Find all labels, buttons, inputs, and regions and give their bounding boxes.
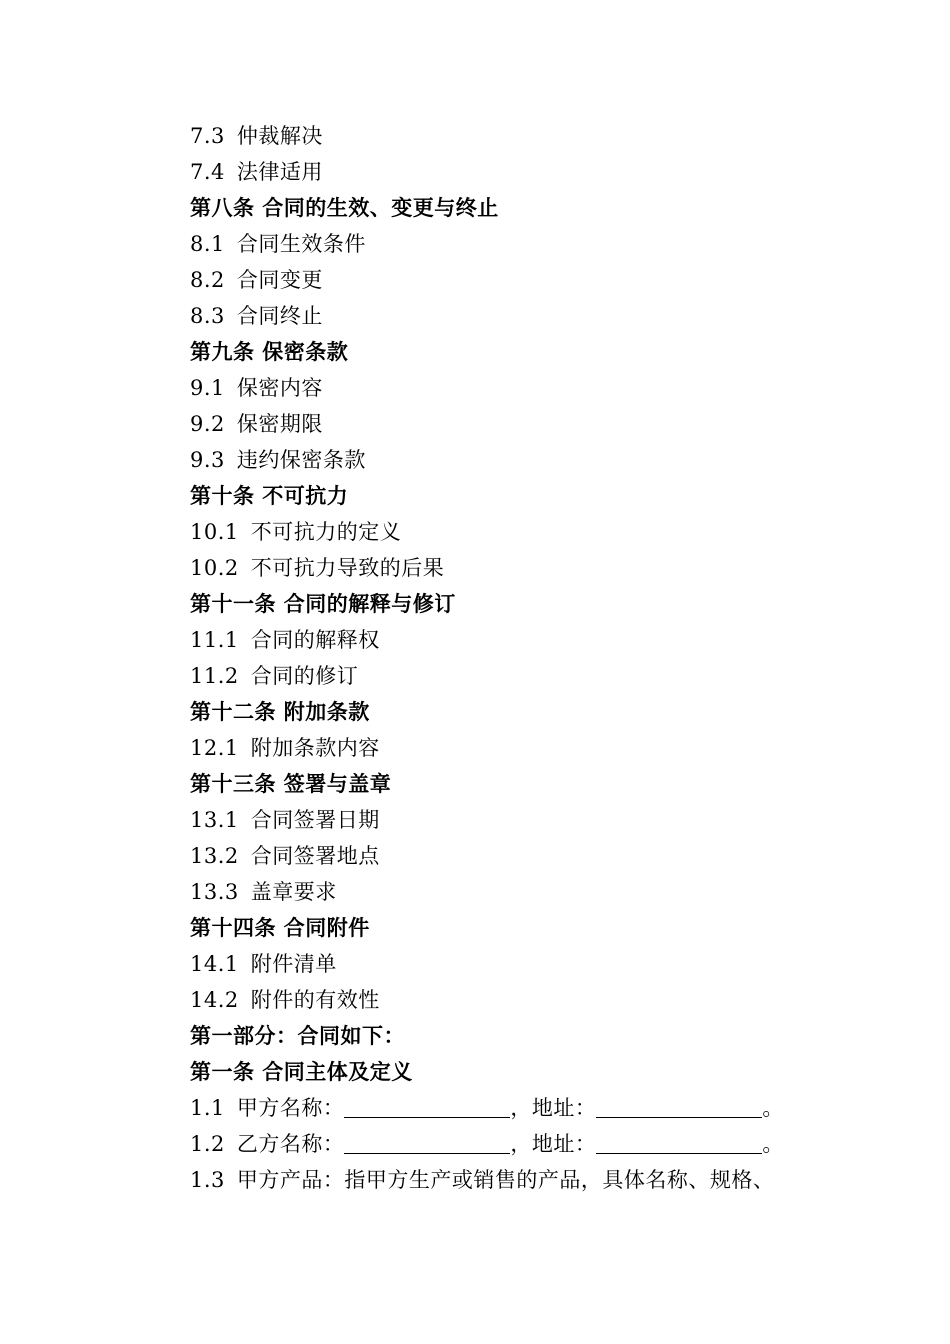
heading-text: 第十四条 合同附件 bbox=[190, 916, 370, 940]
clause-number: 7.3 bbox=[190, 124, 225, 148]
clause-number: 14.1 bbox=[190, 952, 239, 976]
clause-line bbox=[190, 658, 890, 694]
clause-line bbox=[190, 1126, 890, 1162]
clause-text: 合同签署地点 bbox=[250, 844, 380, 868]
heading-text: 第九条 保密条款 bbox=[190, 340, 349, 364]
section-heading bbox=[190, 1018, 890, 1054]
clause-text: 合同签署日期 bbox=[250, 808, 380, 832]
clause-line bbox=[190, 406, 890, 442]
heading-text: 第八条 合同的生效、变更与终止 bbox=[190, 196, 499, 220]
clause-number: 13.3 bbox=[190, 880, 239, 904]
section-heading bbox=[190, 694, 890, 730]
clause-text: 合同生效条件 bbox=[236, 232, 366, 256]
clause-number: 10.2 bbox=[190, 556, 239, 580]
name-blank[interactable] bbox=[344, 1095, 510, 1118]
section-heading bbox=[190, 766, 890, 802]
clause-number: 13.1 bbox=[190, 808, 239, 832]
clause-line bbox=[190, 838, 890, 874]
clause-number: 9.1 bbox=[190, 376, 225, 400]
heading-text: 第十二条 附加条款 bbox=[190, 700, 370, 724]
field-label: 甲方名称： bbox=[236, 1096, 345, 1120]
clause-line bbox=[190, 802, 890, 838]
section-heading bbox=[190, 190, 890, 226]
clause-text: 合同的解释权 bbox=[250, 628, 380, 652]
address-label: ，地址： bbox=[510, 1096, 597, 1120]
clause-text: 法律适用 bbox=[236, 160, 323, 184]
clause-number: 1.1 bbox=[190, 1096, 225, 1120]
clause-text: 附件的有效性 bbox=[250, 988, 380, 1012]
clause-number: 13.2 bbox=[190, 844, 239, 868]
clause-text: 违约保密条款 bbox=[236, 448, 366, 472]
address-blank[interactable] bbox=[596, 1095, 762, 1118]
clause-number: 11.1 bbox=[190, 628, 239, 652]
section-heading bbox=[190, 1054, 890, 1090]
clause-number: 14.2 bbox=[190, 988, 239, 1012]
clause-number: 8.3 bbox=[190, 304, 225, 328]
clause-number: 9.3 bbox=[190, 448, 225, 472]
section-heading bbox=[190, 334, 890, 370]
clause-line bbox=[190, 298, 890, 334]
clause-line bbox=[190, 1090, 890, 1126]
clause-text: 合同终止 bbox=[236, 304, 323, 328]
clause-line bbox=[190, 946, 890, 982]
clause-number: 10.1 bbox=[190, 520, 239, 544]
clause-number: 8.2 bbox=[190, 268, 225, 292]
clause-line bbox=[190, 442, 890, 478]
clause-line bbox=[190, 118, 890, 154]
clause-line bbox=[190, 982, 890, 1018]
heading-text: 第十一条 合同的解释与修订 bbox=[190, 592, 456, 616]
clause-line bbox=[190, 370, 890, 406]
clause-line bbox=[190, 154, 890, 190]
clause-number: 7.4 bbox=[190, 160, 225, 184]
document-body bbox=[190, 118, 890, 1198]
heading-text: 第十三条 签署与盖章 bbox=[190, 772, 392, 796]
period: 。 bbox=[762, 1132, 784, 1156]
clause-text: 盖章要求 bbox=[250, 880, 337, 904]
clause-text: 不可抗力导致的后果 bbox=[250, 556, 445, 580]
clause-line bbox=[190, 874, 890, 910]
heading-text: 第一部分：合同如下： bbox=[190, 1024, 405, 1048]
clause-text: 保密内容 bbox=[236, 376, 323, 400]
clause-text: 仲裁解决 bbox=[236, 124, 323, 148]
section-heading bbox=[190, 478, 890, 514]
clause-line bbox=[190, 514, 890, 550]
clause-text: 保密期限 bbox=[236, 412, 323, 436]
name-blank[interactable] bbox=[344, 1131, 510, 1154]
section-heading bbox=[190, 910, 890, 946]
clause-number: 1.3 bbox=[190, 1168, 225, 1192]
period: 。 bbox=[762, 1096, 784, 1120]
clause-line bbox=[190, 226, 890, 262]
clause-number: 12.1 bbox=[190, 736, 239, 760]
address-label: ，地址： bbox=[510, 1132, 597, 1156]
clause-text: 合同变更 bbox=[236, 268, 323, 292]
clause-text: 附加条款内容 bbox=[250, 736, 380, 760]
clause-number: 8.1 bbox=[190, 232, 225, 256]
clause-line bbox=[190, 730, 890, 766]
clause-text: 甲方产品：指甲方生产或销售的产品，具体名称、规格、 bbox=[236, 1168, 775, 1192]
clause-line bbox=[190, 1162, 890, 1198]
heading-text: 第一条 合同主体及定义 bbox=[190, 1060, 413, 1084]
clause-text: 附件清单 bbox=[250, 952, 337, 976]
clause-number: 1.2 bbox=[190, 1132, 225, 1156]
clause-number: 9.2 bbox=[190, 412, 225, 436]
address-blank[interactable] bbox=[596, 1131, 762, 1154]
field-label: 乙方名称： bbox=[236, 1132, 345, 1156]
clause-text: 合同的修订 bbox=[250, 664, 359, 688]
clause-line bbox=[190, 262, 890, 298]
section-heading bbox=[190, 586, 890, 622]
clause-line bbox=[190, 550, 890, 586]
heading-text: 第十条 不可抗力 bbox=[190, 484, 349, 508]
clause-number: 11.2 bbox=[190, 664, 239, 688]
clause-line bbox=[190, 622, 890, 658]
clause-text: 不可抗力的定义 bbox=[250, 520, 402, 544]
